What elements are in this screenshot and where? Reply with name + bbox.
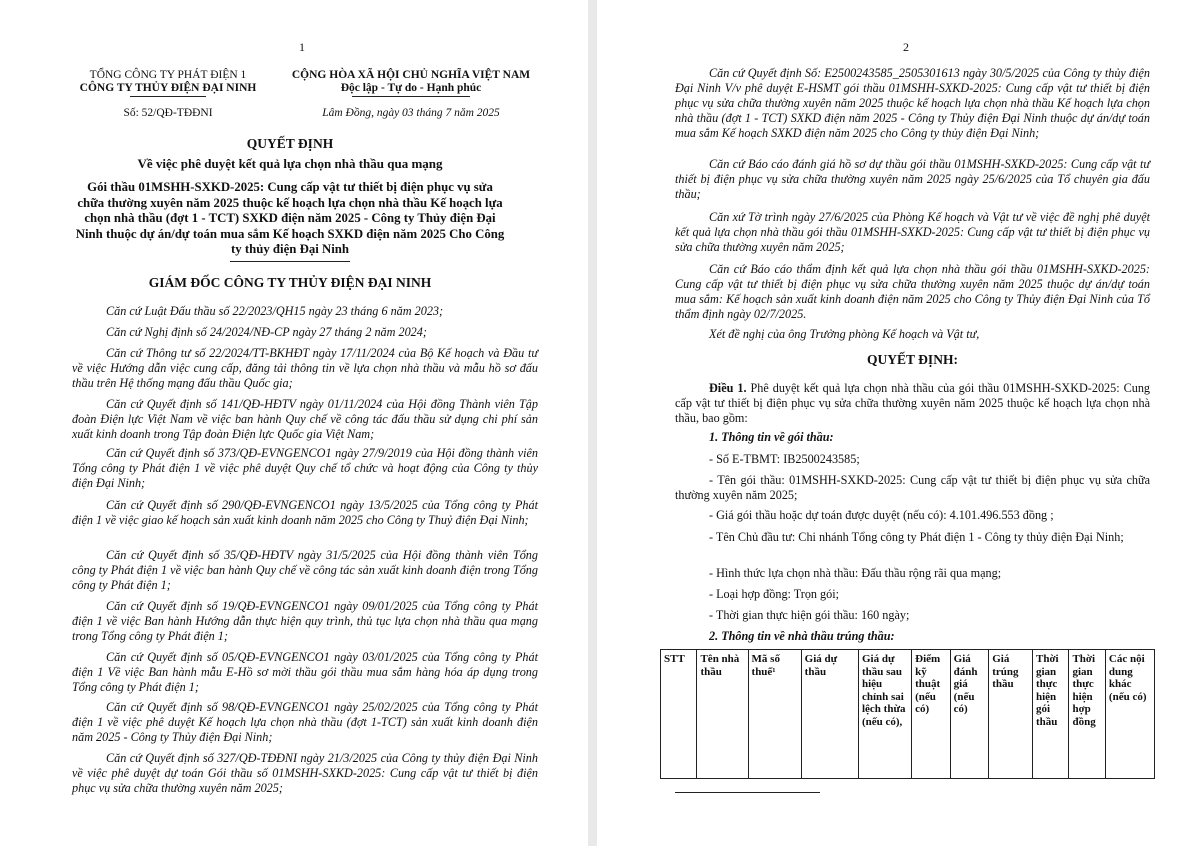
package-info-item: - Loại hợp đồng: Trọn gói; — [709, 587, 840, 601]
basis-item: Xét đề nghị của ông Trưởng phòng Kế hoạch và Vật tư, — [709, 327, 980, 341]
package-info-item: - Giá gói thầu hoặc dự toán được duyệt (nếu có): 4.101.496.553 đồng ; — [709, 508, 1054, 522]
table-header-cell: Giá đánh giá (nếu có) — [950, 650, 989, 779]
basis-item: Căn cứ Quyết định số 98/QĐ-EVNGENCO1 ngày 25/02/2025 của Tổng công ty Phát điện 1 về việc phê duyệt Kế hoạch lựa chọn nhà thầu (đợt 1-TCT) sản xuất kinh doanh điện năm 2025 - Công ty Thủy điện Đại Ninh; — [72, 700, 538, 744]
title-underline — [230, 261, 350, 262]
table-header-cell: Các nội dung khác (nếu có) — [1105, 650, 1154, 779]
table-header-cell: Giá dự thầu — [801, 650, 858, 779]
article-1-text: Phê duyệt kết quả lựa chọn nhà thầu của gói thầu 01MSHH-SXKD-2025: Cung cấp vật tư thiết bị điện phục vụ sửa chữa thường xuyên năm 2025 thuộc kế hoạch lựa chọn nhà thầu, bao gồm: — [675, 381, 1151, 425]
org-parent: TỔNG CÔNG TY PHÁT ĐIỆN 1 — [89, 69, 247, 81]
document-page-1 — [0, 0, 588, 846]
motto-underline — [352, 96, 470, 97]
page-number: 1 — [299, 40, 305, 54]
basis-item: Căn cứ Quyết định số 19/QĐ-EVNGENCO1 ngày 09/01/2025 của Tổng công ty Phát điện 1 về việc Ban hành Hướng dẫn thực hiện quy trình, thủ tục lựa chọn nhà thầu qua mạng trong Tổng công ty Phát điện 1; — [72, 599, 538, 643]
doc-subject: Về việc phê duyệt kết quả lựa chọn nhà thầu qua mạng — [137, 156, 443, 171]
org-name: CÔNG TY THỦY ĐIỆN ĐẠI NINH — [79, 82, 257, 94]
basis-item: Căn cứ Báo cáo thẩm định kết quả lựa chọn nhà thầu gói thầu 01MSHH-SXKD-2025: Cung cấp vật tư thiết bị điện phục vụ sửa chữa thường xuyên năm 2025 thuộc dự án/dự toán mua sắm: Kế hoạch sản xuất kinh doanh điện năm 2025 cho Công ty Thủy điện Đại Ninh của Tổ thẩm định ngày 02/7/2025. — [675, 262, 1150, 321]
table-header-cell: Thời gian thực hiện gói thầu — [1032, 650, 1068, 779]
package-info-item: - Tên gói thầu: 01MSHH-SXKD-2025: Cung cấp vật tư thiết bị điện phục vụ sửa chữa thường xuyên năm 2025; — [675, 473, 1150, 502]
table-header-cell: Điểm kỹ thuật (nếu có) — [912, 650, 951, 779]
table-header-cell: Tên nhà thầu — [697, 650, 748, 779]
basis-item: Căn cứ Quyết định số 05/QĐ-EVNGENCO1 ngày 03/01/2025 của Tổng công ty Phát điện 1 Về việc Ban hành mẫu E-Hồ sơ mời thầu gói thầu mua sắm hàng hóa áp dụng trong Tổng công ty Phát điện 1; — [72, 650, 538, 694]
table-header-cell: Thời gian thực hiện hợp đồng — [1069, 650, 1105, 779]
package-info-item: - Số E-TBMT: IB2500243585; — [709, 452, 860, 466]
basis-item: Căn cứ Quyết định số 141/QĐ-HĐTV ngày 01/11/2024 của Hội đồng Thành viên Tập đoàn Điện lực Việt Nam về việc ban hành Quy chế về công tác đấu thầu sử dụng chi phí sản xuất kinh doanh trong Tập đoàn Điện lực Quốc gia Việt Nam; — [72, 397, 538, 441]
table-header-cell: Mã số thuế¹ — [748, 650, 801, 779]
page-number: 2 — [903, 40, 909, 54]
table-header-cell: STT — [661, 650, 697, 779]
footnote-separator — [675, 792, 820, 793]
package-info-item: - Thời gian thực hiện gói thầu: 160 ngày; — [709, 608, 910, 622]
section-2-title: 2. Thông tin về nhà thầu trúng thầu: — [709, 629, 895, 643]
article-1 — [675, 381, 1150, 426]
doc-title: QUYẾT ĐỊNH — [246, 136, 334, 151]
section-1-title: 1. Thông tin về gói thầu: — [709, 430, 834, 444]
article-1-label: Điều 1. — [709, 381, 747, 395]
org-underline — [130, 96, 206, 97]
authority-heading: GIÁM ĐỐC CÔNG TY THỦY ĐIỆN ĐẠI NINH — [148, 275, 432, 290]
basis-item: Căn cứ Quyết định số 373/QĐ-EVNGENCO1 ngày 27/9/2019 của Hội đồng thành viên Tổng công ty Phát điện 1 về việc phê duyệt Quy chế tổ chức và hoạt động của Công ty thủy điện Đại Ninh; — [72, 446, 538, 490]
winning-contractor-table — [660, 649, 1155, 779]
place-date: Lâm Đồng, ngày 03 tháng 7 năm 2025 — [322, 107, 500, 119]
document-page-2 — [597, 0, 1200, 846]
package-info-item: - Hình thức lựa chọn nhà thầu: Đấu thầu rộng rãi qua mạng; — [709, 566, 1002, 580]
basis-item: Căn cứ Báo cáo đánh giá hồ sơ dự thầu gói thầu 01MSHH-SXKD-2025: Cung cấp vật tư thiết bị điện phục vụ sửa chữa thường xuyên năm 2025 ngày 25/6/2025 của Tổ chuyên gia đấu thầu; — [675, 157, 1150, 201]
basis-item: Căn cứ Luật Đấu thầu số 22/2023/QH15 ngày 23 tháng 6 năm 2023; — [106, 304, 444, 318]
package-description: Gói thầu 01MSHH-SXKD-2025: Cung cấp vật tư thiết bị điện phục vụ sửa chữa thường xuyên năm 2025 thuộc kế hoạch lựa chọn nhà thầu Kế hoạch lựa chọn nhà thầu (đợt 1 - TCT) SXKD điện năm 2025 - Công ty Thủy điện Đại Ninh thuộc dự án/dự toán mua sắm Kế hoạch SXKD điện năm 2025 Cho Công ty thủy điện Đại Ninh — [75, 180, 505, 256]
basis-item: Căn xứ Tờ trình ngày 27/6/2025 của Phòng Kế hoạch và Vật tư về việc đề nghị phê duyệt kết quả lựa chọn nhà thầu gói thầu 01MSHH-SXKD-2025: Cung cấp vật tư thiết bị điện phục vụ sửa chữa thường xuyên năm 2025; — [675, 210, 1150, 254]
table-header-cell: Giá trúng thầu — [989, 650, 1033, 779]
table-header-row — [661, 650, 1155, 779]
package-info-item: - Tên Chủ đầu tư: Chi nhánh Tổng công ty Phát điện 1 - Công ty thủy điện Đại Ninh; — [709, 530, 1124, 544]
basis-item: Căn cứ Quyết định số 290/QĐ-EVNGENCO1 ngày 13/5/2025 của Tổng công ty Phát điện 1 về việc giao kế hoạch sản xuất kinh doanh năm 2025 cho Công ty Thuỷ điện Đại Ninh; — [72, 498, 538, 527]
basis-item: Căn cứ Quyết định số 327/QĐ-TĐĐNI ngày 21/3/2025 của Công ty thủy điện Đại Ninh về việc phê duyệt dự toán Gói thầu số 01MSHH-SXKD-2025: Cung cấp vật tư thiết bị điện phục vụ sửa chữa thường xuyên năm 2025; — [72, 751, 538, 795]
basis-item: Căn cứ Quyết định Số: E2500243585_2505301613 ngày 30/5/2025 của Công ty thủy điện Đại Ninh V/v phê duyệt E-HSMT gói thầu 01MSHH-SXKD-2025: Cung cấp vật tư thiết bị điện phục vụ sửa chữa thường xuyên năm 2025 thuộc kế hoạch lựa chọn nhà thầu Kế hoạch lựa chọn nhà thầu (đợt 1 - TCT) SXKD điện năm 2025 - Công ty Thủy điện Đại Ninh thuộc dự án/dự toán mua sắm Kế hoạch SXKD điện năm 2025 cho Công ty thủy điện Đại Ninh; — [675, 66, 1150, 140]
decision-heading: QUYẾT ĐỊNH: — [867, 352, 958, 367]
basis-item: Căn cứ Quyết định số 35/QĐ-HĐTV ngày 31/5/2025 của Hội đồng thành viên Tổng công ty Phát điện 1 về việc ban hành Quy chế về công tác sản xuất kinh doanh điện trong Tổng công ty Phát điện 1; — [72, 548, 538, 592]
basis-item: Căn cứ Nghị định số 24/2024/NĐ-CP ngày 27 tháng 2 năm 2024; — [106, 325, 427, 339]
doc-number: Số: 52/QĐ-TĐĐNI — [123, 107, 213, 119]
country-name: CỘNG HÒA XÃ HỘI CHỦ NGHĨA VIỆT NAM — [291, 69, 531, 81]
basis-item: Căn cứ Thông tư số 22/2024/TT-BKHĐT ngày 17/11/2024 của Bộ Kế hoạch và Đầu tư về việc Hướng dẫn việc cung cấp, đăng tải thông tin về lựa chọn nhà thầu và mẫu hồ sơ đấu thầu trên Hệ thống mạng đấu thầu Quốc gia; — [72, 346, 538, 390]
motto: Độc lập - Tự do - Hạnh phúc — [340, 82, 482, 94]
table-header-cell: Giá dự thầu sau hiệu chỉnh sai lệch thừa (nếu có), — [858, 650, 911, 779]
